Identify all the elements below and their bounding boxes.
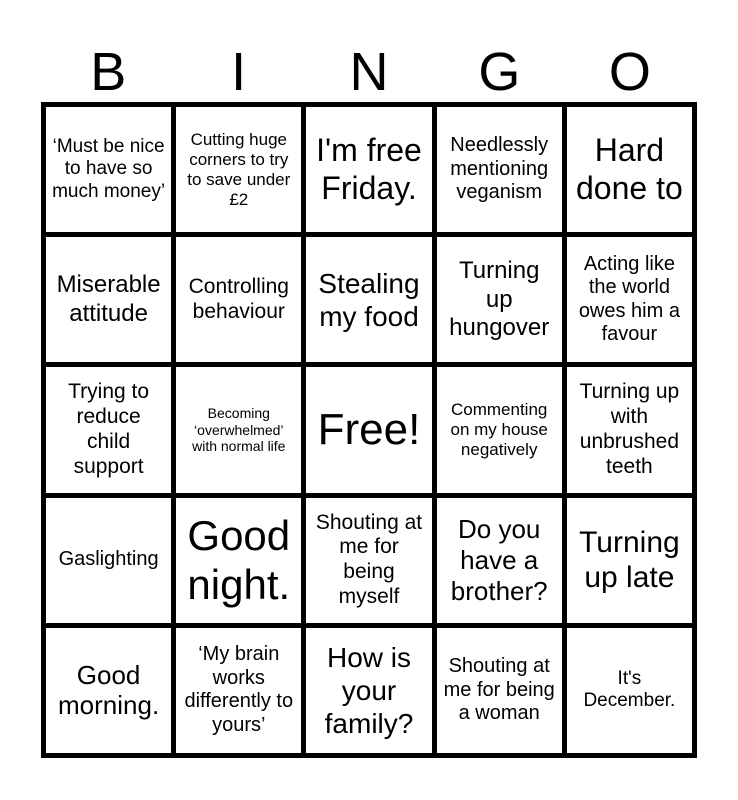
bingo-cell-free[interactable] xyxy=(306,367,431,492)
header-letter-b: B xyxy=(90,42,127,102)
cell-text: Shouting at me for being a woman xyxy=(443,655,555,725)
header-letter-o: O xyxy=(608,42,651,102)
cell-text: Trying to reduce child support xyxy=(68,380,150,478)
cell-text: How is your family? xyxy=(324,641,414,739)
bingo-cell-r4c2[interactable] xyxy=(176,498,301,623)
bingo-cell-r1c3[interactable] xyxy=(306,107,431,232)
bingo-cell-r1c2[interactable] xyxy=(176,107,301,232)
cell-text: Turning up hungover xyxy=(449,257,550,341)
cell-text: Shouting at me for being myself xyxy=(315,510,423,608)
bingo-cell-r2c1[interactable] xyxy=(46,237,171,362)
bingo-header xyxy=(43,40,695,104)
bingo-cell-r5c5[interactable] xyxy=(567,628,692,753)
cell-text: Turning up with unbrushed teeth xyxy=(579,380,680,478)
bingo-cell-r2c4[interactable] xyxy=(437,237,562,362)
header-letter-i: I xyxy=(231,42,247,102)
cell-text: Turning up late xyxy=(579,525,680,595)
cell-text: It's December. xyxy=(583,667,676,712)
bingo-cell-r2c5[interactable] xyxy=(567,237,692,362)
cell-text: ‘My brain works differently to yours’ xyxy=(184,643,294,736)
bingo-cell-r1c4[interactable] xyxy=(437,107,562,232)
cell-text: Gaslighting xyxy=(58,548,159,571)
bingo-cell-r4c4[interactable] xyxy=(437,498,562,623)
cell-text: Needlessly mentioning veganism xyxy=(450,134,549,204)
cell-text: Stealing my food xyxy=(318,267,420,332)
bingo-cell-r2c2[interactable] xyxy=(176,237,301,362)
cell-text: Good night. xyxy=(187,511,291,609)
bingo-cell-r3c1[interactable] xyxy=(46,367,171,492)
cell-text: Becoming ‘overwhelmed’ with normal life xyxy=(192,405,286,455)
header-letter-n: N xyxy=(349,42,389,102)
cell-text: Commenting on my house negatively xyxy=(450,399,548,460)
bingo-cell-r5c4[interactable] xyxy=(437,628,562,753)
bingo-cell-r2c3[interactable] xyxy=(306,237,431,362)
bingo-board xyxy=(41,102,697,758)
header-letter-g: G xyxy=(478,42,521,102)
cell-text: ‘Must be nice to have so much money’ xyxy=(52,135,166,202)
bingo-cell-r5c2[interactable] xyxy=(176,628,301,753)
bingo-cell-r1c1[interactable] xyxy=(46,107,171,232)
cell-text: Hard done to xyxy=(576,131,683,206)
bingo-cell-r4c5[interactable] xyxy=(567,498,692,623)
cell-text: Acting like the world owes him a favour xyxy=(578,252,680,346)
bingo-cell-r3c4[interactable] xyxy=(437,367,562,492)
cell-text: Miserable attitude xyxy=(56,271,161,327)
bingo-cell-r5c3[interactable] xyxy=(306,628,431,753)
bingo-cell-r3c2[interactable] xyxy=(176,367,301,492)
bingo-cell-r3c5[interactable] xyxy=(567,367,692,492)
cell-text: Controlling behaviour xyxy=(188,275,289,323)
cell-text: I'm free Friday. xyxy=(316,131,422,206)
cell-text: Good morning. xyxy=(58,659,160,721)
cell-text: Free! xyxy=(317,405,421,455)
bingo-cell-r4c3[interactable] xyxy=(306,498,431,623)
cell-text: Do you have a brother? xyxy=(450,514,548,606)
bingo-cell-r4c1[interactable] xyxy=(46,498,171,623)
bingo-cell-r1c5[interactable] xyxy=(567,107,692,232)
bingo-cell-r5c1[interactable] xyxy=(46,628,171,753)
cell-text: Cutting huge corners to try to save under £2 xyxy=(187,129,291,209)
